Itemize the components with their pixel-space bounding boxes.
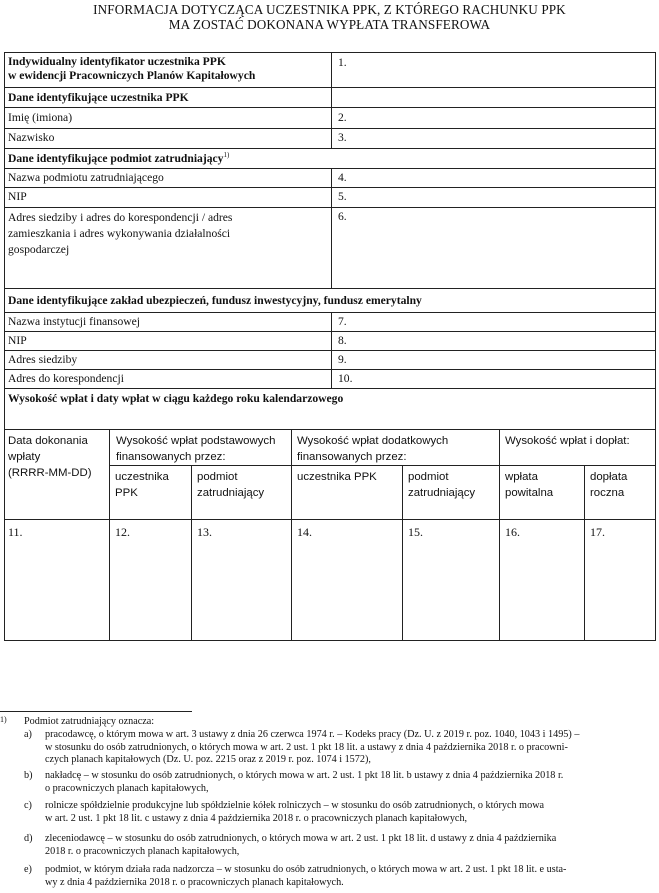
footnote-b-line-1: nakładcę – w stosunku do osób zatrudnionych, o których mowa w art. 2 ust. 1 pkt 18 lit. b ustawy z dnia 4 października 2018 r. [45,770,564,781]
footnote-c-line-2: w art. 2 ust. 1 pkt 18 lit. c ustawy z dnia 4 października 2018 r. o pracowniczych planach kapitałowych, [45,812,468,824]
field-number-15: 15. [408,525,423,539]
basic-employer-line-1: podmiot [197,471,238,483]
welcome-payment-line-1: wpłata [505,471,538,483]
section-employer-heading [8,152,229,167]
institution-mail-value-cell[interactable] [331,369,656,389]
employer-address-line-2: zamieszkania i adres wykonywania działalności [8,227,231,240]
welcome-payment-line-2: powitalna [505,487,554,499]
section-payments-heading: Wysokość wpłat i daty wpłat w ciągu każdego roku kalendarzowego [8,392,344,405]
field-number-8: 8. [338,334,347,347]
basic-participant-line-2: PPK [115,487,138,499]
additional-employer-line-1: podmiot [408,471,449,483]
field-number-12: 12. [115,525,130,539]
annual-subsidy-title [590,469,627,501]
annual-subsidy-line-1: dopłata [590,471,628,483]
employer-nip-label-cell [4,187,332,208]
footnote-item-c [45,800,544,825]
employer-nip-value-cell[interactable] [331,187,656,208]
subsidies-title: Wysokość wpłat i dopłat: [505,435,630,447]
annual-subsidy-line-2: roczna [590,487,625,499]
title-line-1: INFORMACJA DOTYCZĄCA UCZESTNIKA PPK, Z KTÓREGO RACHUNKU PPK [93,2,566,17]
field-number-4: 4. [338,171,347,184]
footnote-letter-d: d) [24,833,33,844]
section-participant-empty [331,87,656,108]
title-line-2: MA ZOSTAĆ DOKONANA WYPŁATA TRANSFEROWA [168,17,491,32]
footnote-letter-e: e) [24,864,32,875]
footnote-item-e [45,864,566,889]
field-number-16: 16. [505,525,520,539]
institution-mail-label: Adres do korespondencji [8,372,124,385]
footnote-d-line-2: 2018 r. o pracowniczych planach kapitałowych, [45,845,240,857]
footnote-c-line-1: rolnicze spółdzielnie produkcyjne lub spółdzielnie kółek rolniczych – w stosunku do osób zatrudnionych, o których mowa [45,800,545,811]
institution-name-value-cell[interactable] [331,312,656,332]
employer-nip-label: NIP [8,190,27,203]
institution-seat-label: Adres siedziby [8,353,78,366]
footnote-e-line-2: wy z dnia 4 października 2018 r. o pracowniczych planach kapitałowych. [45,876,344,888]
institution-nip-label-cell [4,331,332,351]
footnote-letter-c: c) [24,800,32,811]
field-number-17: 17. [590,525,605,539]
identifier-value-cell[interactable] [331,52,656,88]
institution-seat-value-cell[interactable] [331,350,656,370]
employer-address-value-cell[interactable] [331,207,656,289]
field-number-7: 7. [338,315,347,328]
footnote-a-line-2: w stosunku do osób zatrudnionych, o których mowa w art. 2 ust. 1 pkt 18 lit. a ustawy z dnia 4 października 2018 r. o pracowni- [45,741,568,753]
surname-label: Nazwisko [8,131,55,144]
payment-date-line-2: wpłaty [8,451,41,463]
footnote-divider [0,711,192,712]
basic-employer-line-2: zatrudniający [197,487,265,499]
field-number-11: 11. [8,525,23,539]
field-number-1: 1. [338,56,347,69]
additional-participant-title: uczestnika PPK [297,471,377,483]
welcome-payment-title [505,469,553,501]
section-employer-text: Dane identyfikujące podmiot zatrudniający [8,152,224,165]
footnote-e-line-1: podmiot, w którym działa rada nadzorcza – w stosunku do osób zatrudnionych, o których mowa w art. 2 ust. 1 pkt 18 lit. e usta- [45,864,567,875]
institution-nip-value-cell[interactable] [331,331,656,351]
surname-value-cell[interactable] [331,128,656,149]
footnote-item-a [45,729,579,767]
institution-name-label: Nazwa instytucji finansowej [8,315,141,328]
payment-date-header [8,433,92,481]
footnote-letter-b: b) [24,770,33,781]
document-title [0,2,659,32]
payment-date-line-3: (RRRR-MM-DD) [8,467,92,479]
first-name-value-cell[interactable] [331,107,656,129]
basic-payments-line-1: Wysokość wpłat podstawowych [116,435,276,447]
identifier-label-line-2: w ewidencji Pracowniczych Planów Kapitałowych [8,69,256,82]
additional-payments-line-2: finansowanych przez: [297,451,407,463]
field-number-9: 9. [338,353,347,366]
footnote-item-d [45,833,556,858]
identifier-label [8,55,255,83]
field-number-3: 3. [338,131,347,144]
section-institution-heading: Dane identyfikujące zakład ubezpieczeń, fundusz inwestycyjny, fundusz emerytalny [8,294,422,307]
basic-payments-title [116,433,275,465]
footnote-b-line-2: o pracowniczych planach kapitałowych, [45,782,209,794]
field-number-10: 10. [338,372,353,385]
additional-employer-title [408,469,475,501]
identifier-label-line-1: Indywidualny identyfikator uczestnika PPK [8,55,226,68]
field-number-2: 2. [338,111,347,124]
footnote-d-line-1: zleceniodawcę – w stosunku do osób zatrudnionych, o których mowa w art. 2 ust. 1 pkt 18 lit. d ustawy z dnia 4 października [45,833,557,844]
section-participant-heading: Dane identyfikujące uczestnika PPK [8,91,189,104]
basic-payments-line-2: finansowanych przez: [116,451,226,463]
employer-name-value-cell[interactable] [331,168,656,188]
employer-address-line-1: Adres siedziby i adres do korespondencji / adres [8,211,233,224]
additional-payments-title [297,433,448,465]
basic-employer-title [197,469,264,501]
footnote-intro: Podmiot zatrudniający oznacza: [24,716,155,727]
additional-payments-line-1: Wysokość wpłat dodatkowych [297,435,449,447]
footnote-marker: 1) [0,715,7,724]
field-number-6: 6. [338,210,347,223]
footnote-a-line-3: czych planach kapitałowych (Dz. U. poz. 2215 oraz z 2019 r. poz. 1074 i 1572), [45,754,371,765]
field-number-13: 13. [197,525,212,539]
field-number-14: 14. [297,525,312,539]
basic-participant-title [115,469,169,501]
employer-address-line-3: gospodarczej [8,243,70,256]
footnote-item-b [45,770,563,795]
footnote-letter-a: a) [24,729,32,740]
field-number-5: 5. [338,190,347,203]
institution-nip-label: NIP [8,334,27,347]
employer-address-label [8,210,232,258]
footnote-a-line-1: pracodawcę, o którym mowa w art. 3 ustawy z dnia 26 czerwca 1974 r. – Kodeks pracy (Dz. U. z 2019 r. poz. 1040, 1043 i 1495) – [45,729,580,740]
first-name-label: Imię (imiona) [8,111,73,124]
footnote-ref-1[interactable]: 1) [223,151,230,159]
additional-employer-line-2: zatrudniający [408,487,476,499]
basic-participant-line-1: uczestnika [115,471,169,483]
employer-name-label: Nazwa podmiotu zatrudniającego [8,171,164,184]
payment-date-line-1: Data dokonania [8,435,88,447]
